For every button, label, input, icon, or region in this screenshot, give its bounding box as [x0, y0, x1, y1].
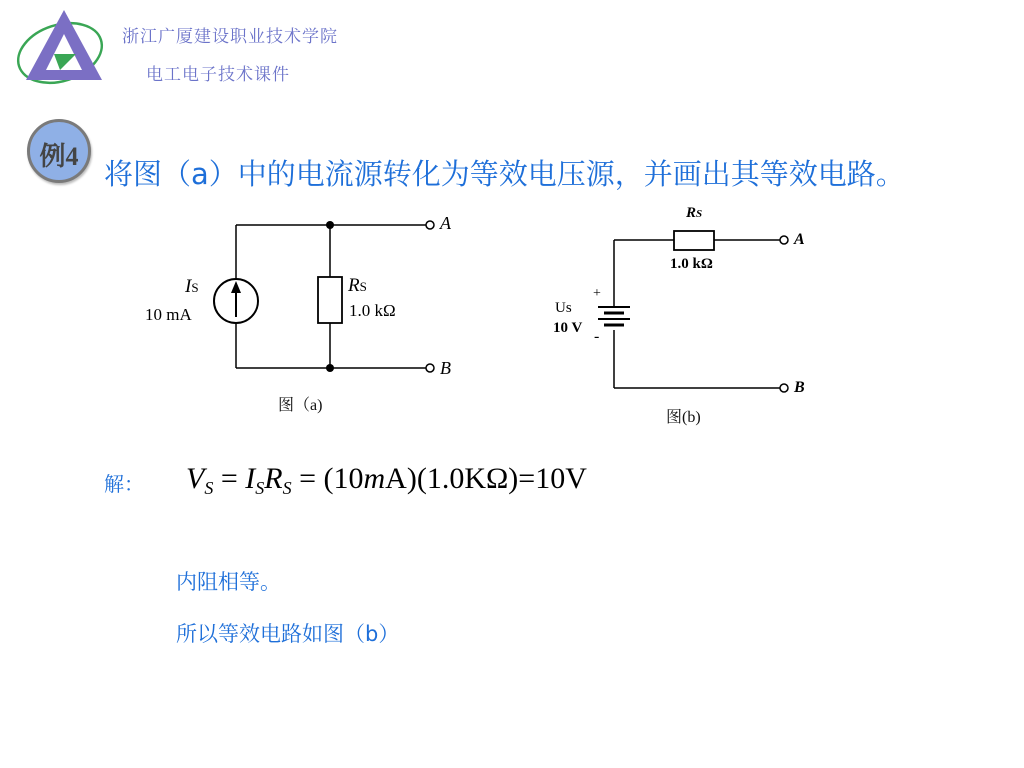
- fig-b-terminal-a: A: [794, 231, 805, 248]
- solution-line-1: 内阻相等。: [176, 570, 281, 594]
- fig-b-source-label: Us: [555, 300, 572, 316]
- fig-a-resistor-symbol: RS: [348, 275, 367, 296]
- fig-b-plus-sign: +: [593, 286, 601, 301]
- fig-b-resistor-value: 1.0 kΩ: [670, 256, 713, 272]
- fig-a-current-symbol: IS: [185, 276, 199, 297]
- fig-a-current-value: 10 mA: [145, 305, 192, 324]
- solution-formula: $V_S = I_SR_S = (10mA)(1.0K\Omega)=10V$: [186, 462, 587, 498]
- school-logo: [12, 8, 112, 88]
- solution-line-2: 所以等效电路如图（b）: [176, 622, 400, 646]
- example-badge-label: 例4: [39, 142, 79, 171]
- fig-b-terminal-b: B: [794, 379, 805, 396]
- fig-b-source-value: 10 V: [553, 320, 583, 336]
- fig-b-resistor-symbol: RS: [686, 205, 703, 221]
- fig-a-terminal-b: B: [440, 358, 451, 378]
- course-title: 电工电子技术课件: [146, 65, 290, 85]
- fig-b-caption: 图(b): [666, 409, 701, 426]
- fig-a-resistor-value: 1.0 kΩ: [349, 301, 396, 320]
- problem-statement: 将图（a）中的电流源转化为等效电压源，并画出其等效电路。: [104, 157, 905, 191]
- institution-name: 浙江广厦建设职业技术学院: [122, 27, 338, 47]
- example-badge: [27, 119, 91, 183]
- solution-label: 解：: [104, 472, 144, 496]
- circuit-figure-b: [590, 225, 805, 400]
- fig-a-caption: 图（a): [278, 397, 323, 414]
- fig-a-terminal-a: A: [440, 213, 451, 233]
- fig-b-minus-sign: -: [594, 328, 600, 345]
